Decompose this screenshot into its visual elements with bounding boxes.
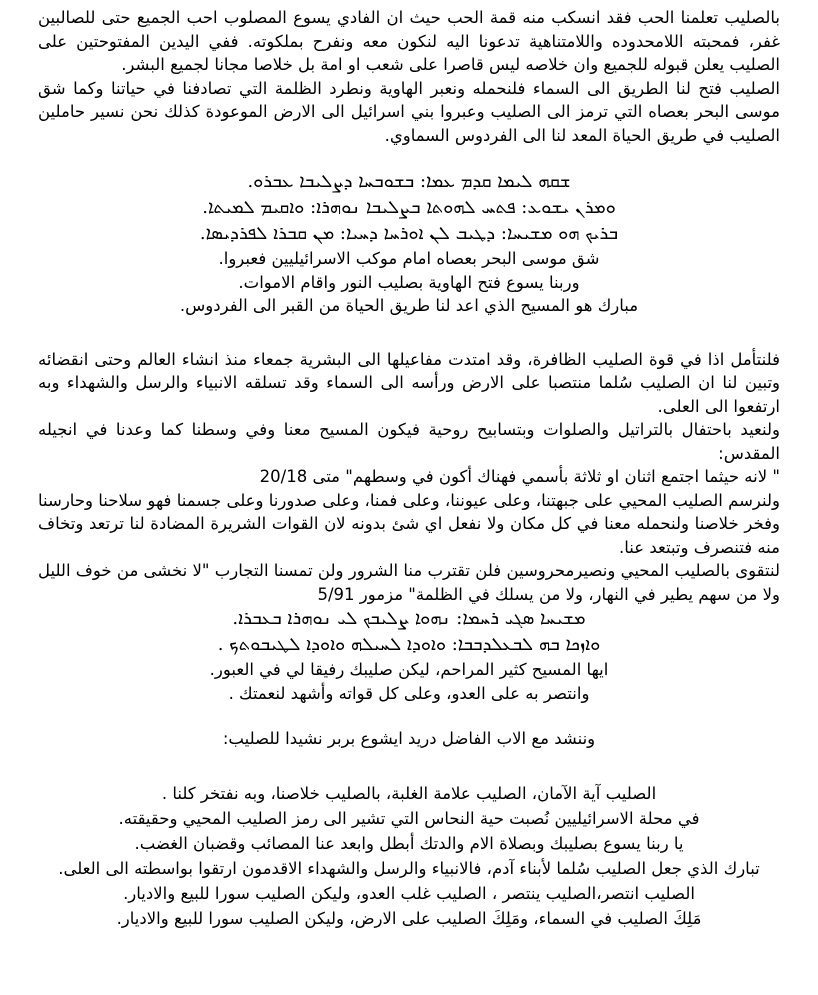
- paragraph-sign-of-cross: ولنرسم الصليب المحيي على جبهتنا، وعلى عيوننا، وعلى فمنا، وعلى صدورنا وعلى جسمنا فهو سلاحنا وحارسنا وفخر خلاصنا ولنحمله معنا في كل مكان ولا نفعل اي شئ بدونه لان القوات الشريرة المضادة لنا ترتعد وتخاف منه فتنصرف وتبتعد عنا.: [38, 490, 780, 557]
- hymn-1-syriac-line: ܫܩܗ ܠܝܡܐ ܩܕܡ ܥܡܐ: ܒܫܘܒܚܐ ܕܨܠܝܒܐ ܥܒܪܘ.: [247, 171, 571, 192]
- hymn-2-syriac-line: ܘܐܙܟܐ ܒܗ ܠܒܥܠܕܒܒܐ: ܘܐܘܕܐ ܠܚܝܠܗ ܘܐܘܕܐ ܠܛܝܒܘܬܟ .: [217, 634, 601, 655]
- litany-line: مَلِكَ الصليب في السماء، ومَلِكَ الصليب على الارض، وليكن الصليب سورا للبيع والاديار.: [116, 908, 702, 928]
- hymn-2-arabic-line: ايها المسيح كثير المراحم، ليكن صليبك رفيقا لي في العبور.: [209, 660, 609, 679]
- paragraph-celebration: ولنعيد باحتفال بالتراتيل والصلوات وبتسابيح روحية فيكون المسيح معنا وفي وسطنا كما وعدنا في انجيله المقدس:: [38, 420, 780, 463]
- paragraph-cross-path: الصليب فتح لنا الطريق الى السماء فلنحمله ونعبر الهاوية ونطرد الظلمة التي تصادفنا في حياتنا وكما شق موسى البحر بعصاه التي ترمز الى الصليب وعبروا بني اسرائيل الى الارض الموعودة كذلك نحن نسير حاملين الصليب في طريق الحياة المعد لنا الى الفردوس السماوي.: [38, 78, 780, 145]
- litany-line: تبارك الذي جعل الصليب سُلما لأبناء آدم، فالانبياء والرسل والشهداء الاقدمون ارتقوا بواسطته الى العلى.: [58, 858, 760, 878]
- hymn-1: [38, 169, 780, 318]
- hymn-2: [38, 606, 780, 705]
- hymn-2-syriac-line: ܡܫܝܚܐ ܣܓܝ ܪܚܡܐ: ܢܗܘܐ ܨܠܝܒܟ ܠܝ ܢܘܗܪܐ ܒܥܒܪܐ.: [232, 608, 586, 629]
- hymn-1-syriac-line: ܒܪܝܟ ܗܘ ܡܫܝܚܐ: ܕܛܝܒ ܠܢ ܐܘܪܚܐ ܕܚܝܐ: ܡܢ ܩܒܪܐ ܠܦܪܕܝܣܐ.: [199, 223, 619, 244]
- litany-line: الصليب انتصر،الصليب ينتصر ، الصليب غلب العدو، وليكن الصليب سورا للبيع والاديار.: [123, 883, 695, 903]
- paragraph-cross-love: بالصليب تعلمنا الحب فقد انسكب منه قمة الحب حيث ان الفادي يسوع المصلوب احب الجميع حتى للصالبين غفر، فمحبته اللامحدوده واللامتناهية تدعونا اليه لنكون معه ونفرح بملكوته. ففي اليدين المفتوحتين على الصليب يعلن قبوله للجميع وان خلاصه ليس قاصرا على شعب او امة بل خلاصا مجانا لجميع البشر.: [38, 8, 780, 74]
- paragraph-cross-power: فلنتأمل اذا في قوة الصليب الظافرة، وقد امتدت مفاعيلها الى البشرية جمعاء منذ انشاء العالم وحتى انقضائه وتبين لنا ان الصليب سُلما منتصبا على الارض ورأسه الى السماء وقد تسلقه الانبياء والرسل والشهداء وبه ارتفعوا الى العلى.: [38, 349, 780, 416]
- litany-line: الصليب آية الآمان، الصليب علامة الغلبة، بالصليب خلاصنا، وبه نفتخر كلنا .: [161, 783, 657, 803]
- intro-line: وننشد مع الاب الفاضل دريد ايشوع بربر نشيدا للصليب:: [222, 729, 596, 748]
- hymn-1-arabic-line: شق موسى البحر بعصاه امام موكب الاسرائيليين فعبروا.: [218, 249, 600, 268]
- cross-litany: [38, 781, 780, 931]
- litany-line: في محلة الاسرائيليين نُصبت حية النحاس التي تشير الى رمز الصليب المحيي وحقيقته.: [118, 808, 700, 828]
- section-1: [38, 6, 780, 147]
- gospel-quote: " لانه حيثما اجتمع اثنان او ثلاثة بأسمي فهناك أكون في وسطهم" متى 20/18: [259, 467, 780, 486]
- hymn-1-arabic-line: مبارك هو المسيح الذي اعد لنا طريق الحياة من القبر الى الفردوس.: [179, 296, 639, 315]
- litany-line: يا ربنا يسوع بصليبك وبصلاة الام والدتك أبطل وابعد عنا المصائب وقضبان الغضب.: [134, 833, 684, 853]
- paragraph-psalm: لنتقوى بالصليب المحيي ونصيرمحروسين فلن تقترب منا الشرور ولن تمسنا التجارب "لا نخشى من خوف الليل ولا من سهم يطير في النهار، ولا من يسلك في الظلمة" مزمور 5/91: [38, 561, 780, 604]
- section-2: [38, 348, 780, 607]
- hymn-1-syriac-line: ܘܡܪܢ ܝܫܘܥ: ܦܬܚ ܠܗܘܬܐ ܒܨܠܝܒܐ ܢܘܗܪܐ: ܘܐܩܝܡ ܠܡܝܬܐ.: [202, 197, 616, 218]
- document-page: [38, 6, 780, 991]
- hymn-1-arabic-line: وربنا يسوع فتح الهاوية بصليب النور واقام الاموات.: [238, 272, 580, 292]
- hymn-2-arabic-line: وانتصر به على العدو، وعلى كل قواته وأشهد لنعمتك .: [228, 683, 590, 703]
